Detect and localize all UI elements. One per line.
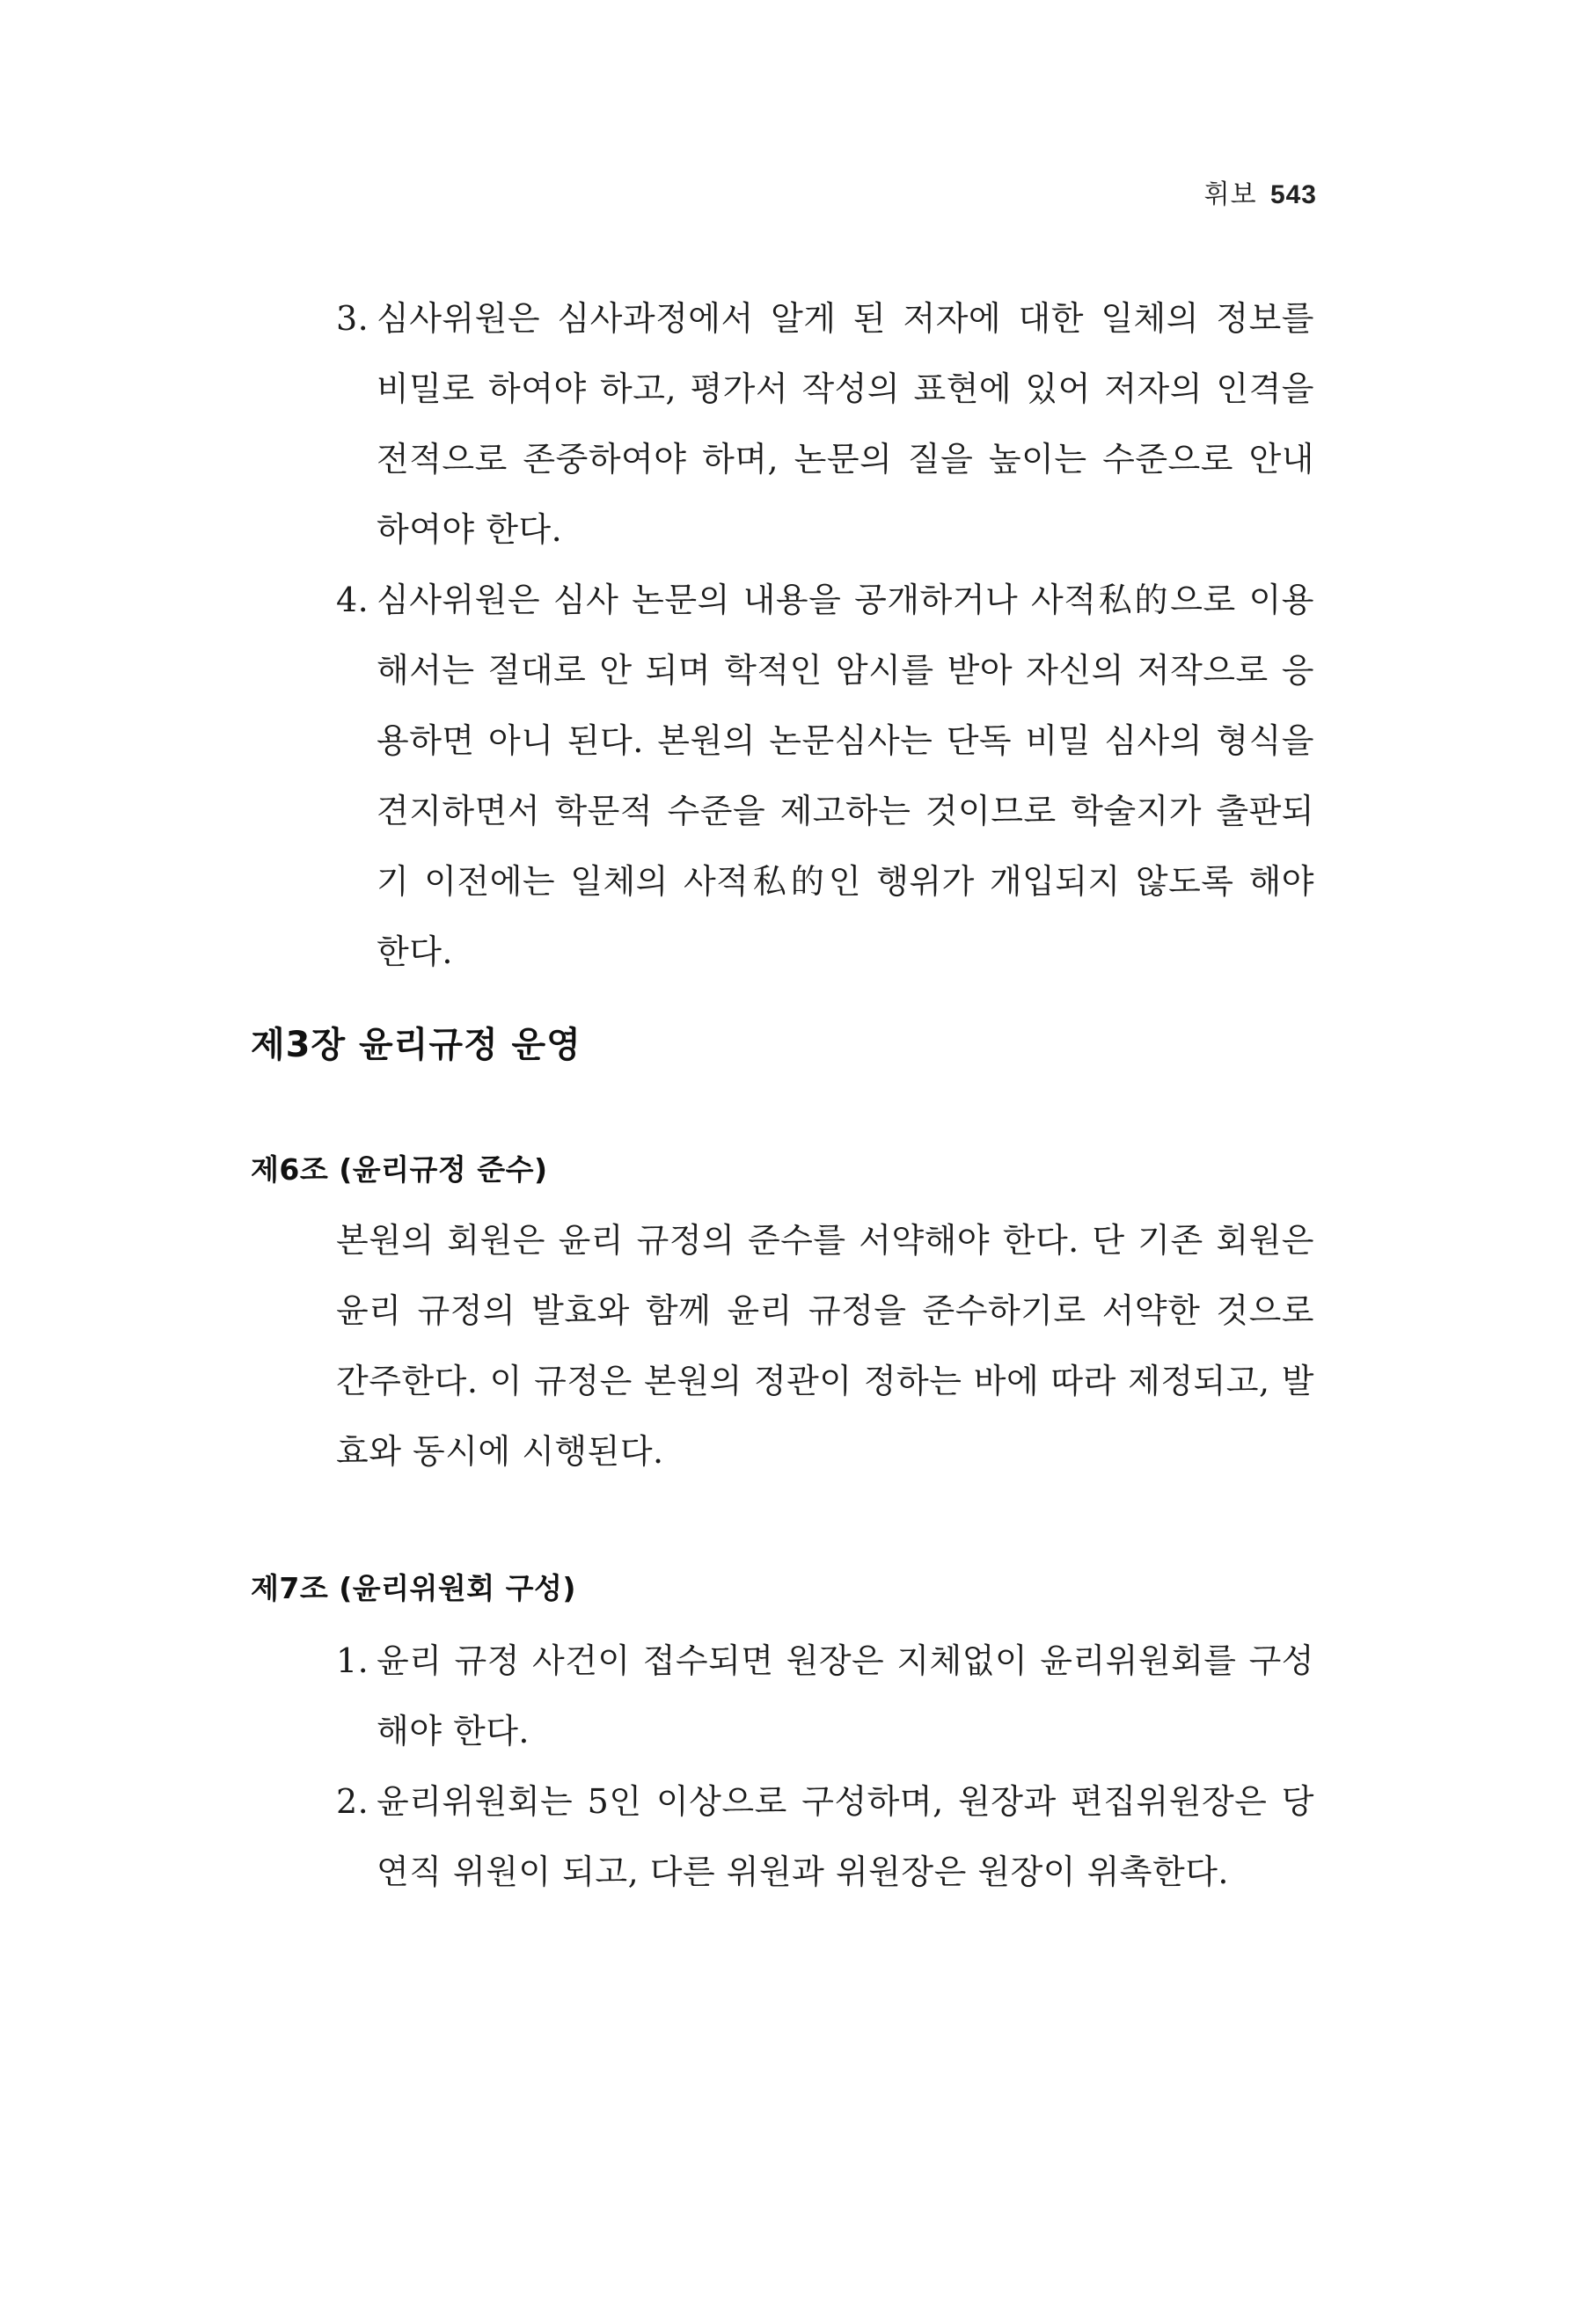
list-item-number: 1.	[336, 1641, 369, 1680]
list-item	[336, 283, 1314, 565]
list-item-text: 윤리 규정 사건이 접수되면 원장은 지체없이 윤리위원회를 구성해야 한다.	[377, 1641, 1314, 1750]
running-header	[1204, 172, 1317, 211]
list-item-text: 심사위원은 심사과정에서 알게 된 저자에 대한 일체의 정보를 비밀로 하여야 하고, 평가서 작성의 표현에 있어 저자의 인격을 전적으로 존중하여야 하며, 논문의 질을 높이는 수준으로 안내하여야 한다.	[377, 299, 1314, 549]
list-item-number: 4.	[336, 581, 369, 619]
page-number: 543	[1269, 180, 1317, 209]
list-item	[336, 565, 1314, 987]
chapter-heading: 제3장 윤리규정 운영	[251, 1025, 582, 1065]
list-item-number: 2.	[336, 1782, 369, 1821]
list-item-text: 심사위원은 심사 논문의 내용을 공개하거나 사적私的으로 이용해서는 절대로 안 되며 학적인 암시를 받아 자신의 저작으로 응용하면 아니 된다. 본원의 논문심사는 단독 비밀 심사의 형식을 견지하면서 학문적 수준을 제고하는 것이므로 학술지가 출판되기 이전에는 일체의 사적私的인 행위가 개입되지 않도록 해야 한다.	[377, 581, 1314, 971]
article-heading: 제7조 (윤리위원회 구성)	[251, 1571, 577, 1605]
list-item-number: 3.	[336, 299, 369, 338]
running-title: 휘보	[1203, 180, 1257, 209]
article-paragraph: 본원의 회원은 윤리 규정의 준수를 서약해야 한다. 단 기존 회원은 윤리 규정의 발효와 함께 윤리 규정을 준수하기로 서약한 것으로 간주한다. 이 규정은 본원의 정관이 정하는 바에 따라 제정되고, 발효와 동시에 시행된다.	[336, 1221, 1314, 1471]
article-heading: 제6조 (윤리규정 준수)	[251, 1152, 548, 1187]
list-item-text: 윤리위원회는 5인 이상으로 구성하며, 원장과 편집위원장은 당연직 위원이 되고, 다른 위원과 위원장은 원장이 위촉한다.	[377, 1782, 1314, 1891]
list-item	[336, 1626, 1314, 1766]
list-item	[336, 1766, 1314, 1907]
